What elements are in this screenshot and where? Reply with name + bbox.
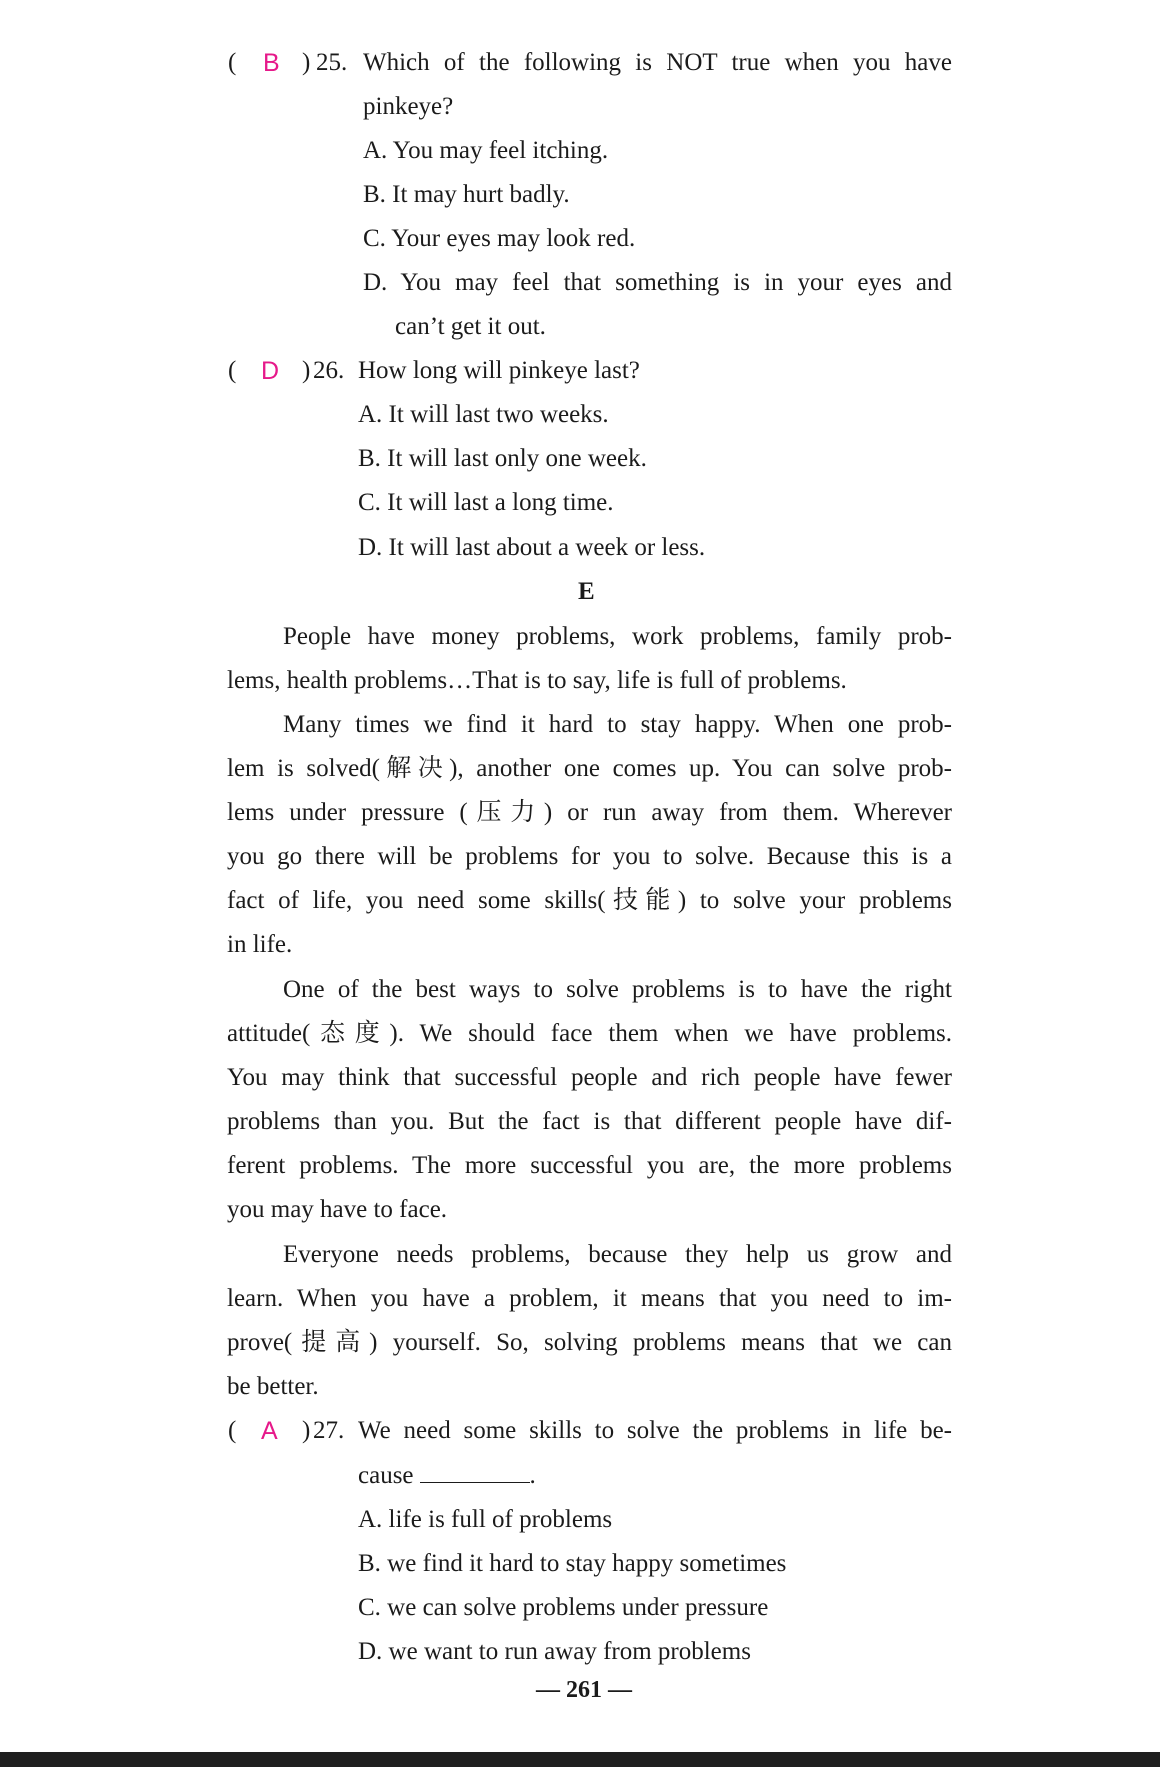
question-number: 26. bbox=[313, 357, 345, 384]
answer-paren-close: ) bbox=[302, 357, 311, 384]
passage-line: learn. When you have a problem, it means that you need to im- bbox=[227, 1285, 952, 1312]
question-stem-line: pinkeye? bbox=[363, 93, 454, 120]
answer-paren-open: ( bbox=[228, 49, 237, 76]
option-d-continued: can’t get it out. bbox=[395, 313, 546, 340]
question-stem-line: How long will pinkeye last? bbox=[358, 357, 640, 384]
passage-line: Many times we find it hard to stay happy. When one prob- bbox=[283, 711, 952, 738]
option-c: C. we can solve problems under pressure bbox=[358, 1594, 769, 1621]
option-c: C. It will last a long time. bbox=[358, 489, 614, 516]
question-stem-text: cause bbox=[358, 1462, 414, 1489]
answer-paren-open: ( bbox=[228, 357, 237, 384]
passage-line: Everyone needs problems, because they help us grow and bbox=[283, 1241, 952, 1268]
option-b: B. we find it hard to stay happy sometimes bbox=[358, 1550, 787, 1577]
passage-line: you may have to face. bbox=[227, 1196, 448, 1223]
option-d: D. we want to run away from problems bbox=[358, 1638, 751, 1665]
answer-letter: A bbox=[261, 1417, 278, 1445]
passage-line: in life. bbox=[227, 931, 293, 958]
question-stem-end: . bbox=[529, 1462, 536, 1489]
option-a: A. You may feel itching. bbox=[363, 137, 609, 164]
answer-blank bbox=[420, 1460, 530, 1483]
option-d: D. It will last about a week or less. bbox=[358, 534, 706, 561]
passage-line: ferent problems. The more successful you are, the more problems bbox=[227, 1152, 952, 1179]
passage-line: attitude(态度). We should face them when we have problems. bbox=[227, 1020, 952, 1047]
question-stem-line bbox=[358, 1460, 536, 1491]
option-b: B. It will last only one week. bbox=[358, 445, 647, 472]
page-number: — 261 — bbox=[536, 1677, 632, 1703]
passage-line: lem is solved(解决), another one comes up. You can solve prob- bbox=[227, 755, 952, 782]
question-stem-line: We need some skills to solve the problems in life be- bbox=[358, 1417, 952, 1444]
passage-line: fact of life, you need some skills(技能) to solve your problems bbox=[227, 887, 952, 914]
passage-line: You may think that successful people and rich people have fewer bbox=[227, 1064, 952, 1091]
answer-letter: B bbox=[263, 49, 280, 77]
answer-paren-open: ( bbox=[228, 1417, 237, 1444]
section-title: E bbox=[578, 578, 595, 605]
option-a: A. It will last two weeks. bbox=[358, 401, 609, 428]
question-stem-line: Which of the following is NOT true when you have bbox=[363, 49, 952, 76]
option-d: D. You may feel that something is in your eyes and bbox=[363, 269, 952, 296]
question-number: 25. bbox=[316, 49, 348, 76]
passage-line: problems than you. But the fact is that different people have dif- bbox=[227, 1108, 952, 1135]
answer-paren-close: ) bbox=[302, 1417, 311, 1444]
passage-line: lems, health problems…That is to say, life is full of problems. bbox=[227, 667, 847, 694]
passage-line: you go there will be problems for you to solve. Because this is a bbox=[227, 843, 952, 870]
option-a: A. life is full of problems bbox=[358, 1506, 613, 1533]
passage-line: One of the best ways to solve problems is to have the right bbox=[283, 976, 952, 1003]
passage-line: be better. bbox=[227, 1373, 319, 1400]
passage-line: prove(提高) yourself. So, solving problems means that we can bbox=[227, 1329, 952, 1356]
passage-line: lems under pressure (压力) or run away from them. Wherever bbox=[227, 799, 952, 826]
answer-letter: D bbox=[261, 357, 280, 385]
answer-paren-close: ) bbox=[302, 49, 311, 76]
option-b: B. It may hurt badly. bbox=[363, 181, 570, 208]
passage-line: People have money problems, work problems, family prob- bbox=[283, 623, 952, 650]
bottom-bar bbox=[0, 1752, 1160, 1767]
option-c: C. Your eyes may look red. bbox=[363, 225, 636, 252]
question-number: 27. bbox=[313, 1417, 345, 1444]
